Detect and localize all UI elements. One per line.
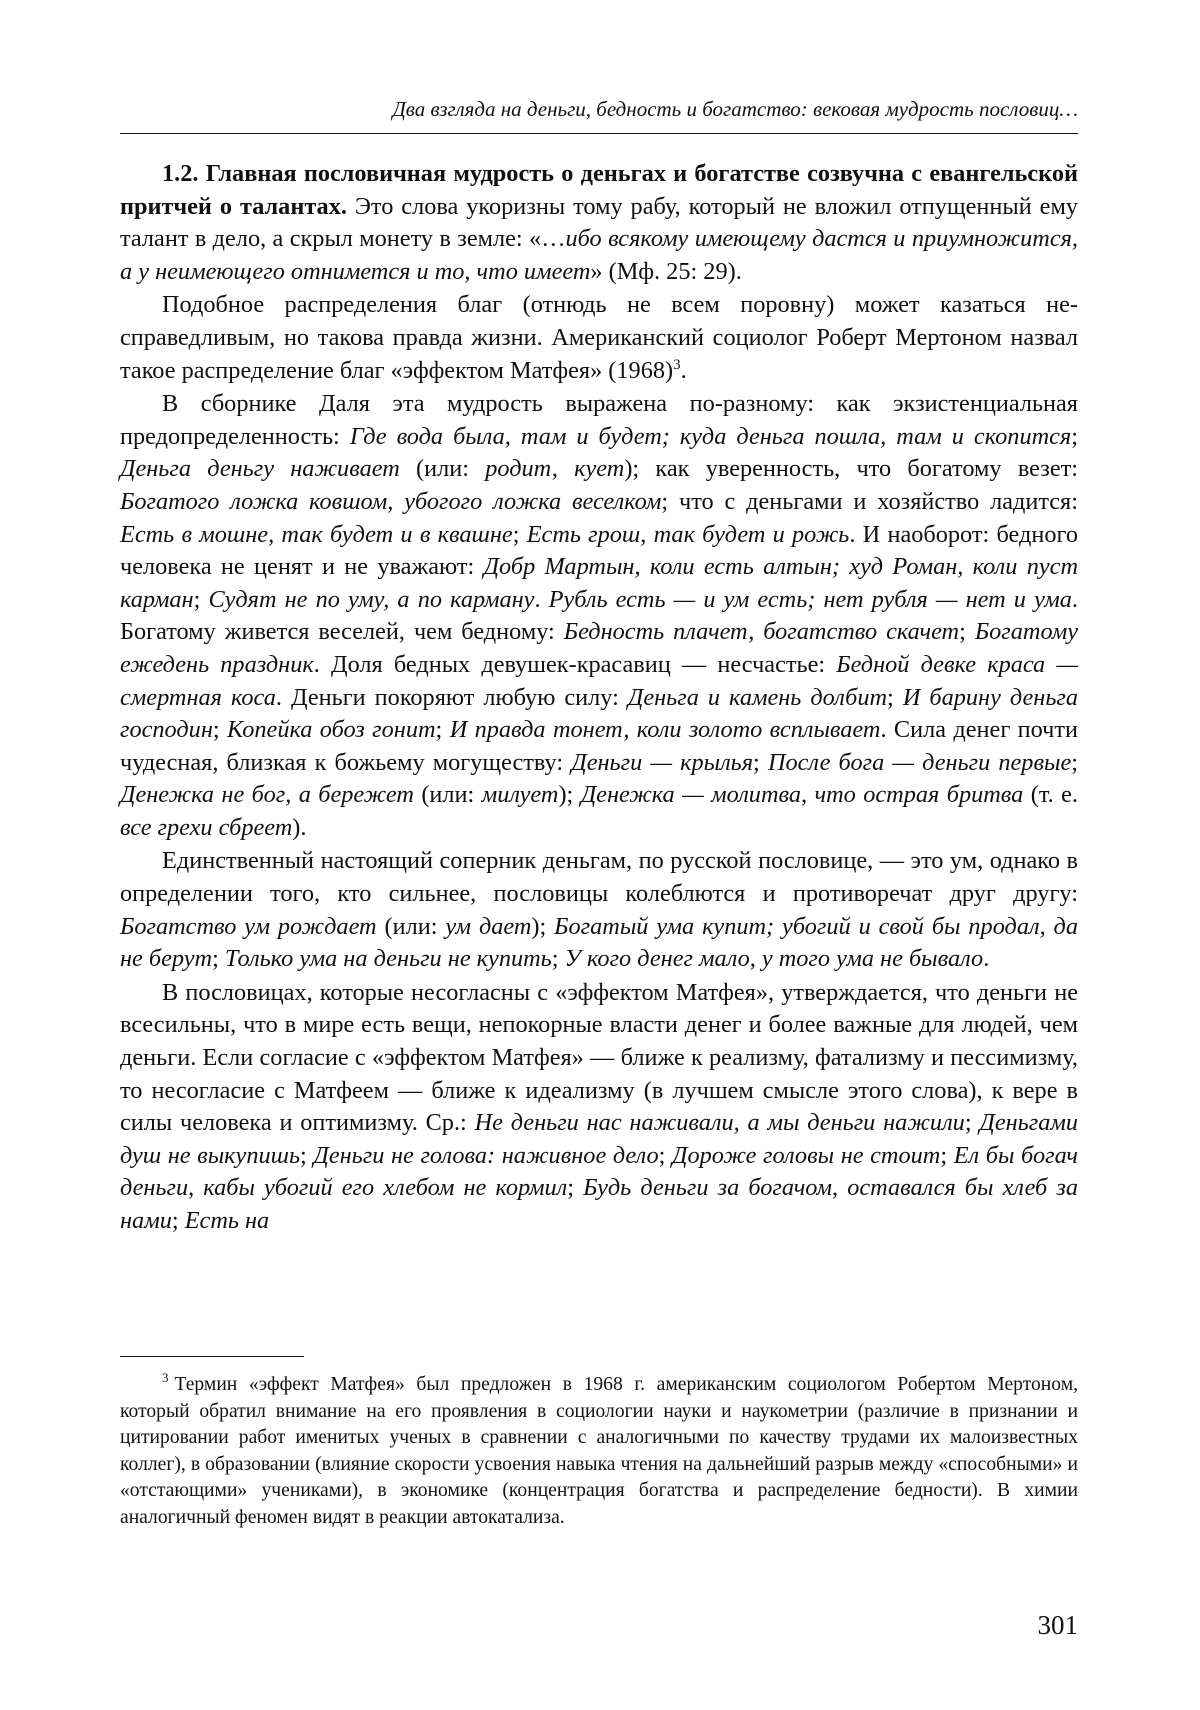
proverb-italic: все грехи сбреет: [120, 813, 293, 841]
proverb-italic: Бедной девке краса — смертная коса: [120, 650, 1078, 711]
text-run: ;: [964, 1109, 980, 1137]
text-run: ;: [212, 945, 225, 973]
text-run: .: [983, 945, 990, 973]
text-run: ;: [658, 1141, 673, 1169]
proverb-italic: Бедность плачет, богатство скачет: [563, 618, 960, 646]
paragraph: [120, 388, 1078, 844]
paragraph: [120, 289, 1078, 387]
proverb-italic: Только ума на деньги не купить: [224, 945, 552, 973]
proverb-italic: Денежка — молитва, что острая бритва: [580, 781, 1024, 809]
text-run: ); как уверенность, что богатому везет:: [624, 455, 1078, 483]
proverb-italic: Есть на: [184, 1207, 270, 1234]
text-run: ;: [435, 716, 450, 744]
text-run: );: [531, 912, 555, 940]
text-run: . Сила денег почти чудесная, близкая к божьему могуществу:: [120, 716, 1079, 776]
proverb-italic: Деньга и камень долбит: [627, 683, 888, 711]
footnote-paragraph: [120, 1372, 1078, 1531]
text-run: ;: [193, 585, 209, 613]
proverb-italic: Не деньги нас наживали, а мы деньги нажили: [474, 1109, 965, 1137]
text-run: В пословицах, которые несогласны с «эффектом Матфея», утверждается, что деньги не всесильны, что в мире есть вещи, непокорные власти денег и более важные для людей, чем деньги. Если согласие с «эффектом Матфея» — ближе к реализму, фатализму и пессимизму, то несогласие с Матфеем — ближе к идеализму (в лучшем смысле этого слова), к вере в силы человека и оптимизму. Ср.:: [120, 978, 1078, 1137]
text-run: (или:: [399, 455, 486, 483]
text-run: ;: [1071, 422, 1078, 450]
footnote-text: Термин «эффект Матфея» был предложен в 1968 г. американским социологом Робертом Мертоном, который обратил внимание на его проявления в социологии науки и наукометрии (различие в признании и цитировании работ именитых ученых в сравнении с аналогичными по качеству трудами их малоизвестных коллег), в образовании (влияние скорости усвоения навыка чтения на дальнейший разрыв между «способными» и «отстающими» учениками), в экономике (концентрация богатства и распределение бедности). В химии аналогичный феномен видят в реакции автокатализа.: [120, 1374, 1078, 1528]
text-run: . И наоборот: бедного человека не ценят и не уважают:: [120, 520, 1079, 581]
page-number: 301: [1037, 1610, 1078, 1640]
proverb-italic: Копейка обоз гонит: [227, 716, 436, 744]
text-run: ;: [300, 1141, 314, 1169]
text-run: ;: [567, 1174, 584, 1202]
text-run: .: [534, 585, 549, 613]
proverb-italic: Есть в мошне, так будет и в квашне: [120, 520, 513, 548]
proverb-italic: Будь деньги за богачом, оставался бы хлеб за нами: [120, 1174, 1079, 1234]
text-run: (или:: [413, 781, 482, 809]
text-run: . Доля бедных девушек-красавиц — несчастье:: [313, 650, 837, 678]
text-run: .: [680, 356, 687, 384]
text-run: ;: [1071, 748, 1079, 776]
proverb-italic: Есть грош, так будет и рожь: [526, 520, 850, 548]
text-run: . Деньги покоряют любую силу:: [275, 683, 628, 711]
footnote-separator: [120, 1356, 304, 1357]
text-run: Единственный настоящий соперник деньгам, по русской пословице, — это ум, однако в определении того, кто сильнее, пословицы колеблются и противоречат друг другу:: [120, 847, 1078, 908]
running-head: Два взгляда на деньги, бедность и богатство: вековая мудрость пословиц…: [392, 97, 1078, 121]
proverb-italic: У кого денег мало, у того ума не бывало: [564, 945, 984, 973]
text-run: Подобное распределения благ (отнюдь не всем поровну) может казаться несправедливым, но такова правда жизни. Американский социолог Роберт Мертоном назвал такое распределение благ «эффектом Матфея» (1968): [120, 291, 1078, 384]
proverb-italic: Богатый ума купит; убогий и свой бы продал, да не берут: [120, 912, 1078, 973]
proverb-italic: И барину деньга господин: [120, 683, 1079, 744]
proverb-italic: милует: [481, 781, 559, 809]
footnote-marker: 3: [162, 1370, 169, 1386]
text-run: (или:: [376, 912, 446, 940]
text-run: ;: [212, 716, 228, 744]
bold-text: 1.2. Главная пословичная мудрость о деньгах и богатстве созвучна с евангельской притчей о талантах.: [120, 160, 1078, 220]
proverb-italic: Где вода была, там и будет; куда деньга пошла, там и скопится: [349, 422, 1072, 450]
proverb-italic: Деньги не голова: наживное дело: [313, 1141, 659, 1169]
footnote-reference: 3: [673, 356, 681, 373]
text-run: . Богатому живется веселей, чем бедному:: [120, 585, 1078, 646]
text-run: Это слова укоризны тому рабу, который не вложил отпущенный ему талант в дело, а скрыл монету в земле: «…: [120, 192, 1078, 253]
proverb-italic: Судят не по уму, а по карману: [208, 585, 535, 613]
proverb-italic: Денежка не бог, а бережет: [120, 781, 414, 809]
header-rule: [120, 133, 1078, 134]
text-run: );: [558, 781, 581, 809]
proverb-italic: Добр Мартын, коли есть алтын; худ Роман, коли пуст карман: [120, 553, 1078, 613]
paragraph: [120, 845, 1078, 975]
text-run: ;: [753, 748, 768, 776]
text-run: ;: [940, 1141, 954, 1169]
proverb-italic: ибо всякому имеющему дастся и приумножится, а у неимеющего отнимется и то, что имеет: [120, 225, 1079, 285]
text-run: ;: [959, 618, 975, 646]
proverb-italic: Деньги — крылья: [571, 748, 754, 776]
proverb-italic: И правда тонет, коли золото всплывает: [449, 716, 881, 744]
text-run: ;: [887, 683, 903, 711]
proverb-italic: Ел бы богач деньги, кабы убогий его хлебом не кормил: [120, 1141, 1078, 1202]
proverb-italic: родит, кует: [485, 455, 625, 483]
paragraph: [120, 158, 1078, 288]
text-run: » (Мф. 25: 29).: [590, 257, 742, 285]
text-run: (т. е.: [1023, 781, 1078, 809]
proverb-italic: Богатому ежедень праздник: [120, 618, 1078, 678]
footnote: [120, 1372, 1078, 1531]
body-text: [120, 158, 1078, 1239]
proverb-italic: После бога — деньги первые: [767, 748, 1072, 776]
text-run: ;: [171, 1207, 185, 1234]
proverb-italic: Рубль есть — и ум есть; нет рубля — нет и ума: [548, 585, 1072, 613]
proverb-italic: Богатого ложка ковшом, убогого ложка веселком: [120, 487, 662, 515]
text-run: ; что с деньгами и хозяйство ладится:: [661, 487, 1078, 515]
text-run: ).: [292, 813, 307, 841]
text-run: В сборнике Даля эта мудрость выражена по-разному: как экзистенциальная предопределенность:: [120, 390, 1078, 450]
proverb-italic: Деньгами душ не выкупишь: [120, 1109, 1079, 1169]
paragraph: [120, 977, 1078, 1238]
text-run: ;: [512, 520, 527, 548]
text-run: ;: [551, 945, 565, 973]
proverb-italic: Богатство ум рождает: [120, 912, 377, 940]
proverb-italic: Деньга деньгу наживает: [120, 455, 400, 483]
proverb-italic: Дороже головы не стоит: [672, 1141, 941, 1169]
proverb-italic: ум дает: [445, 912, 532, 940]
